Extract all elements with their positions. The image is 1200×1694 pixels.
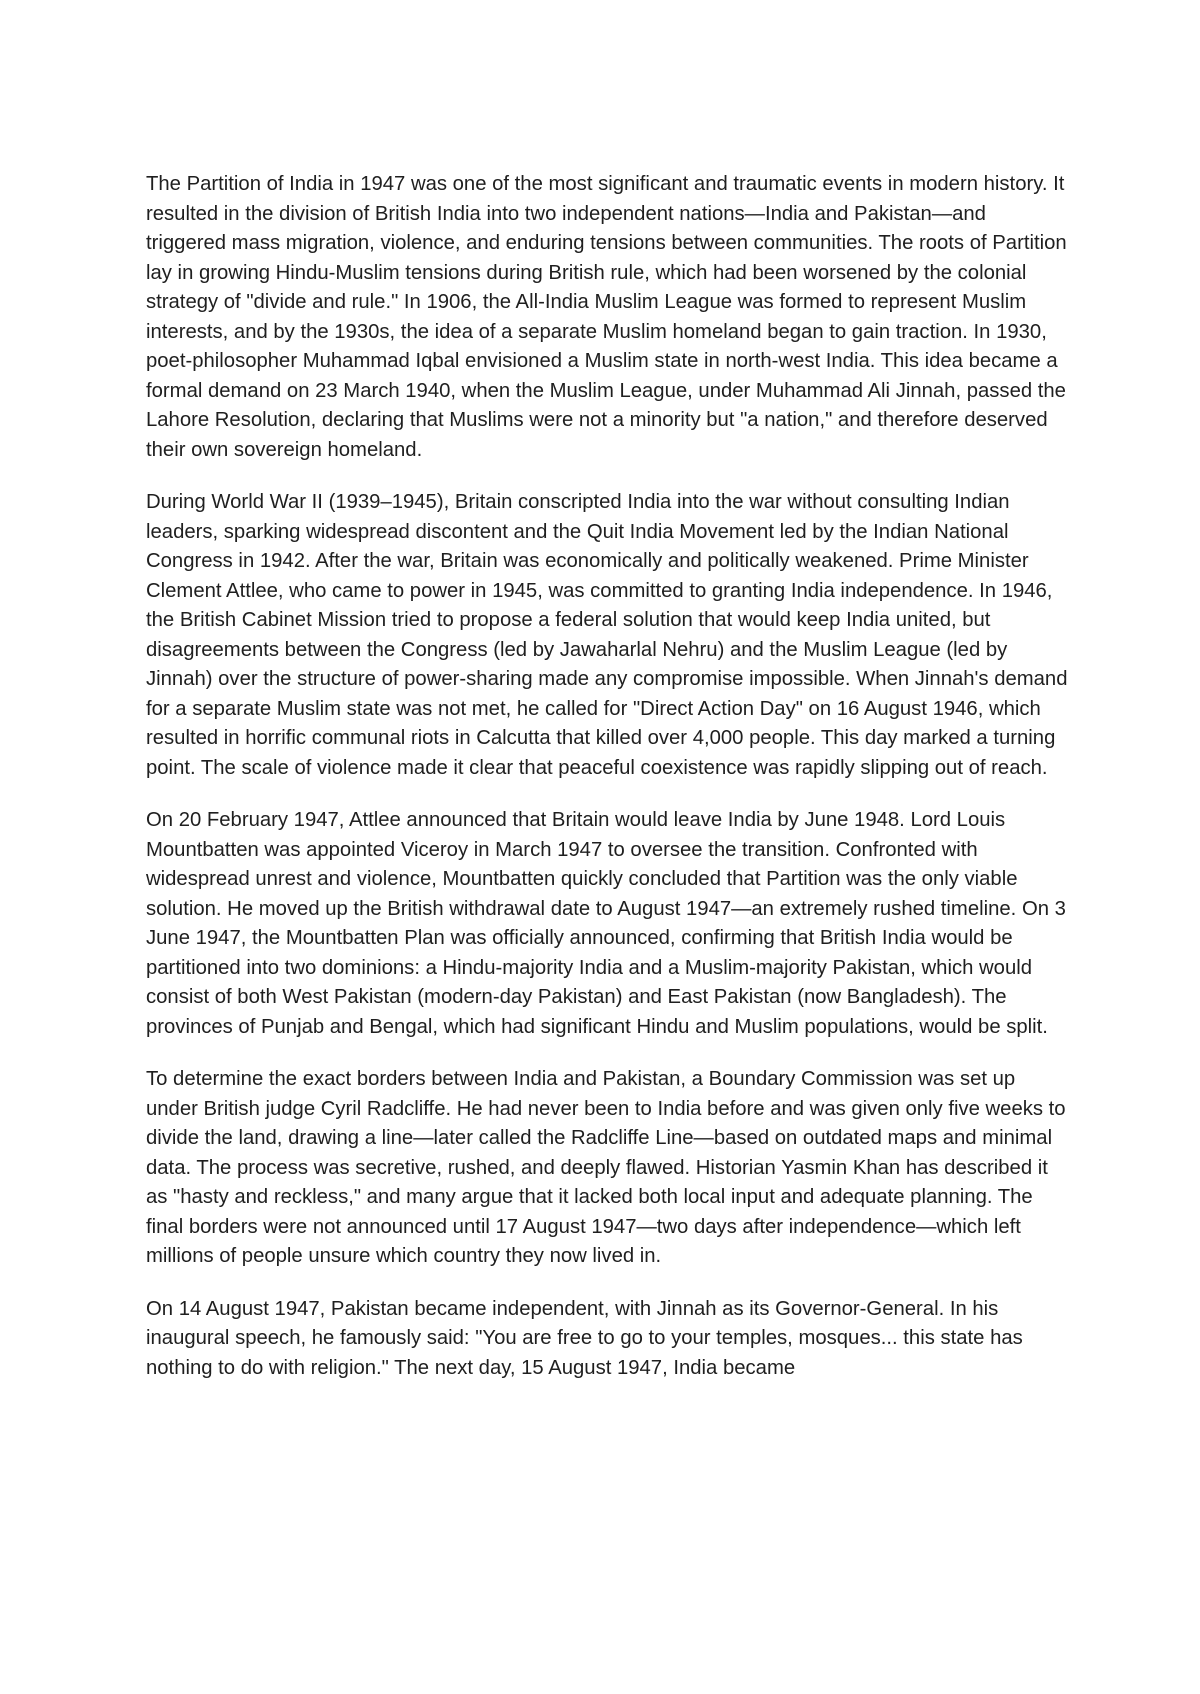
paragraph: The Partition of India in 1947 was one of the most significant and traumatic events in modern history. It resulted in the division of British India into two independent nations—India and Pakistan—and triggered mass migration, violence, and enduring tensions between communities. The roots of Partition lay in growing Hindu-Muslim tensions during British rule, which had been worsened by the colonial strategy of "divide and rule." In 1906, the All-India Muslim League was formed to represent Muslim interests, and by the 1930s, the idea of a separate Muslim homeland began to gain traction. In 1930, poet-philosopher Muhammad Iqbal envisioned a Muslim state in north-west India. This idea became a formal demand on 23 March 1940, when the Muslim League, under Muhammad Ali Jinnah, passed the Lahore Resolution, declaring that Muslims were not a minority but "a nation," and therefore deserved their own sovereign homeland. <box>146 173 1067 461</box>
paragraph: During World War II (1939–1945), Britain conscripted India into the war without consulting Indian leaders, sparking widespread discontent and the Quit India Movement led by the Indian National Congress in 1942. After the war, Britain was economically and politically weakened. Prime Minister Clement Attlee, who came to power in 1945, was committed to granting India independence. In 1946, the British Cabinet Mission tried to propose a federal solution that would keep India united, but disagreements between the Congress (led by Jawaharlal Nehru) and the Muslim League (led by Jinnah) over the structure of power-sharing made any compromise impossible. When Jinnah's demand for a separate Muslim state was not met, he called for "Direct Action Day" on 16 August 1946, which resulted in horrific communal riots in Calcutta that killed over 4,000 people. This day marked a turning point. The scale of violence made it clear that peaceful coexistence was rapidly slipping out of reach. <box>146 491 1068 779</box>
paragraph: To determine the exact borders between India and Pakistan, a Boundary Commission was set up under British judge Cyril Radcliffe. He had never been to India before and was given only five weeks to divide the land, drawing a line—later called the Radcliffe Line—based on outdated maps and minimal data. The process was secretive, rushed, and deeply flawed. Historian Yasmin Khan has described it as "hasty and reckless," and many argue that it lacked both local input and adequate planning. The final borders were not announced until 17 August 1947—two days after independence—which left millions of people unsure which country they now lived in. <box>146 1068 1066 1267</box>
paragraph: On 14 August 1947, Pakistan became independent, with Jinnah as its Governor-General. In his inaugural speech, he famously said: "You are free to go to your temples, mosques... this state has nothing to do with religion." The next day, 15 August 1947, India became <box>146 1297 1023 1379</box>
document-body <box>146 170 1071 1406</box>
paragraph: On 20 February 1947, Attlee announced that Britain would leave India by June 1948. Lord Louis Mountbatten was appointed Viceroy in March 1947 to oversee the transition. Confronted with widespread unrest and violence, Mountbatten quickly concluded that Partition was the only viable solution. He moved up the British withdrawal date to August 1947—an extremely rushed timeline. On 3 June 1947, the Mountbatten Plan was officially announced, confirming that British India would be partitioned into two dominions: a Hindu-majority India and a Muslim-majority Pakistan, which would consist of both West Pakistan (modern-day Pakistan) and East Pakistan (now Bangladesh). The provinces of Punjab and Bengal, which had significant Hindu and Muslim populations, would be split. <box>146 809 1066 1038</box>
